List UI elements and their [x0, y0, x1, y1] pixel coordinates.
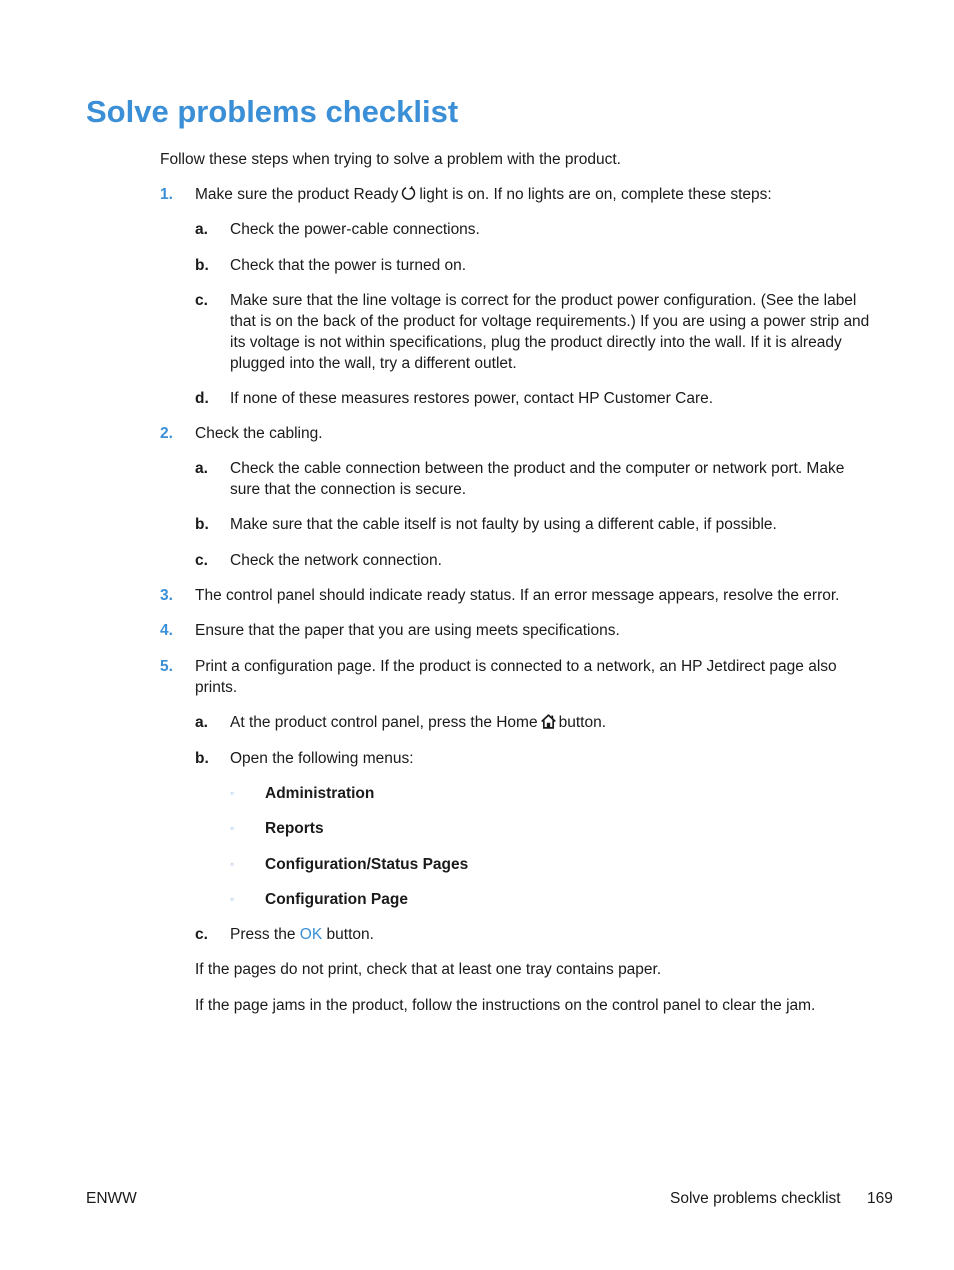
step-2: 2. Check the cabling. — [160, 425, 323, 442]
ok-button-label: OK — [299, 926, 323, 943]
menu-item-administration: ◦ Administration — [230, 785, 375, 802]
step-2b: b. Make sure that the cable itself is not faulty by using a different cable, if possible. — [195, 516, 777, 533]
step-1b: b. Check that the power is turned on. — [195, 257, 467, 274]
ready-light-icon — [400, 185, 417, 202]
step-1c: c. Make sure that the line voltage is correct for the product power configuration. (See the label that is on the back of the product for voltage requirements.) If you are using a power strip and its voltage is not within specifications, plug the product directly into the wall. If it is already plugged into the wall, try a different outlet. — [195, 292, 870, 372]
step-number: 5. — [160, 658, 173, 675]
note-paragraph: If the page jams in the product, follow the instructions on the control panel to clear the jam. — [195, 997, 816, 1014]
step-1a: a. Check the power-cable connections. — [195, 221, 480, 238]
step-4: 4. Ensure that the paper that you are using meets specifications. — [160, 622, 620, 639]
step-3: 3. The control panel should indicate ready status. If an error message appears, resolve the error. — [160, 587, 840, 604]
footer-section: Solve problems checklist — [670, 1190, 841, 1207]
footer-left: ENWW — [86, 1190, 137, 1207]
page-title: Solve problems checklist — [86, 94, 459, 129]
step-text: Make sure the product Ready light is on. If no lights are on, complete these steps: — [195, 186, 772, 203]
step-number: 1. — [160, 186, 173, 203]
step-5b: b. Open the following menus: — [195, 750, 414, 767]
menu-item-configuration-page: ◦ Configuration Page — [230, 891, 408, 908]
page-number: 169 — [867, 1190, 893, 1207]
note-paragraph: If the pages do not print, check that at least one tray contains paper. — [195, 961, 662, 978]
step-number: 4. — [160, 622, 173, 639]
step-5a: a. At the product control panel, press the Home button. — [195, 714, 606, 731]
step-number: 2. — [160, 425, 173, 442]
step-1d: d. If none of these measures restores power, contact HP Customer Care. — [195, 390, 714, 407]
step-number: 3. — [160, 587, 173, 604]
step-1 — [160, 184, 880, 205]
step-5c: c. Press the OK button. — [195, 926, 374, 943]
menu-item-configuration-status-pages: ◦ Configuration/Status Pages — [230, 856, 469, 873]
step-2a: a. Check the cable connection between the product and the computer or network port. Make sure that the connection is secure. — [195, 460, 845, 498]
menu-item-reports: ◦ Reports — [230, 820, 324, 837]
home-icon — [540, 713, 557, 730]
step-2c: c. Check the network connection. — [195, 552, 442, 569]
step-5: 5. Print a configuration page. If the product is connected to a network, an HP Jetdirect page also prints. — [160, 658, 837, 696]
intro-text: Follow these steps when trying to solve a problem with the product. — [160, 151, 621, 168]
